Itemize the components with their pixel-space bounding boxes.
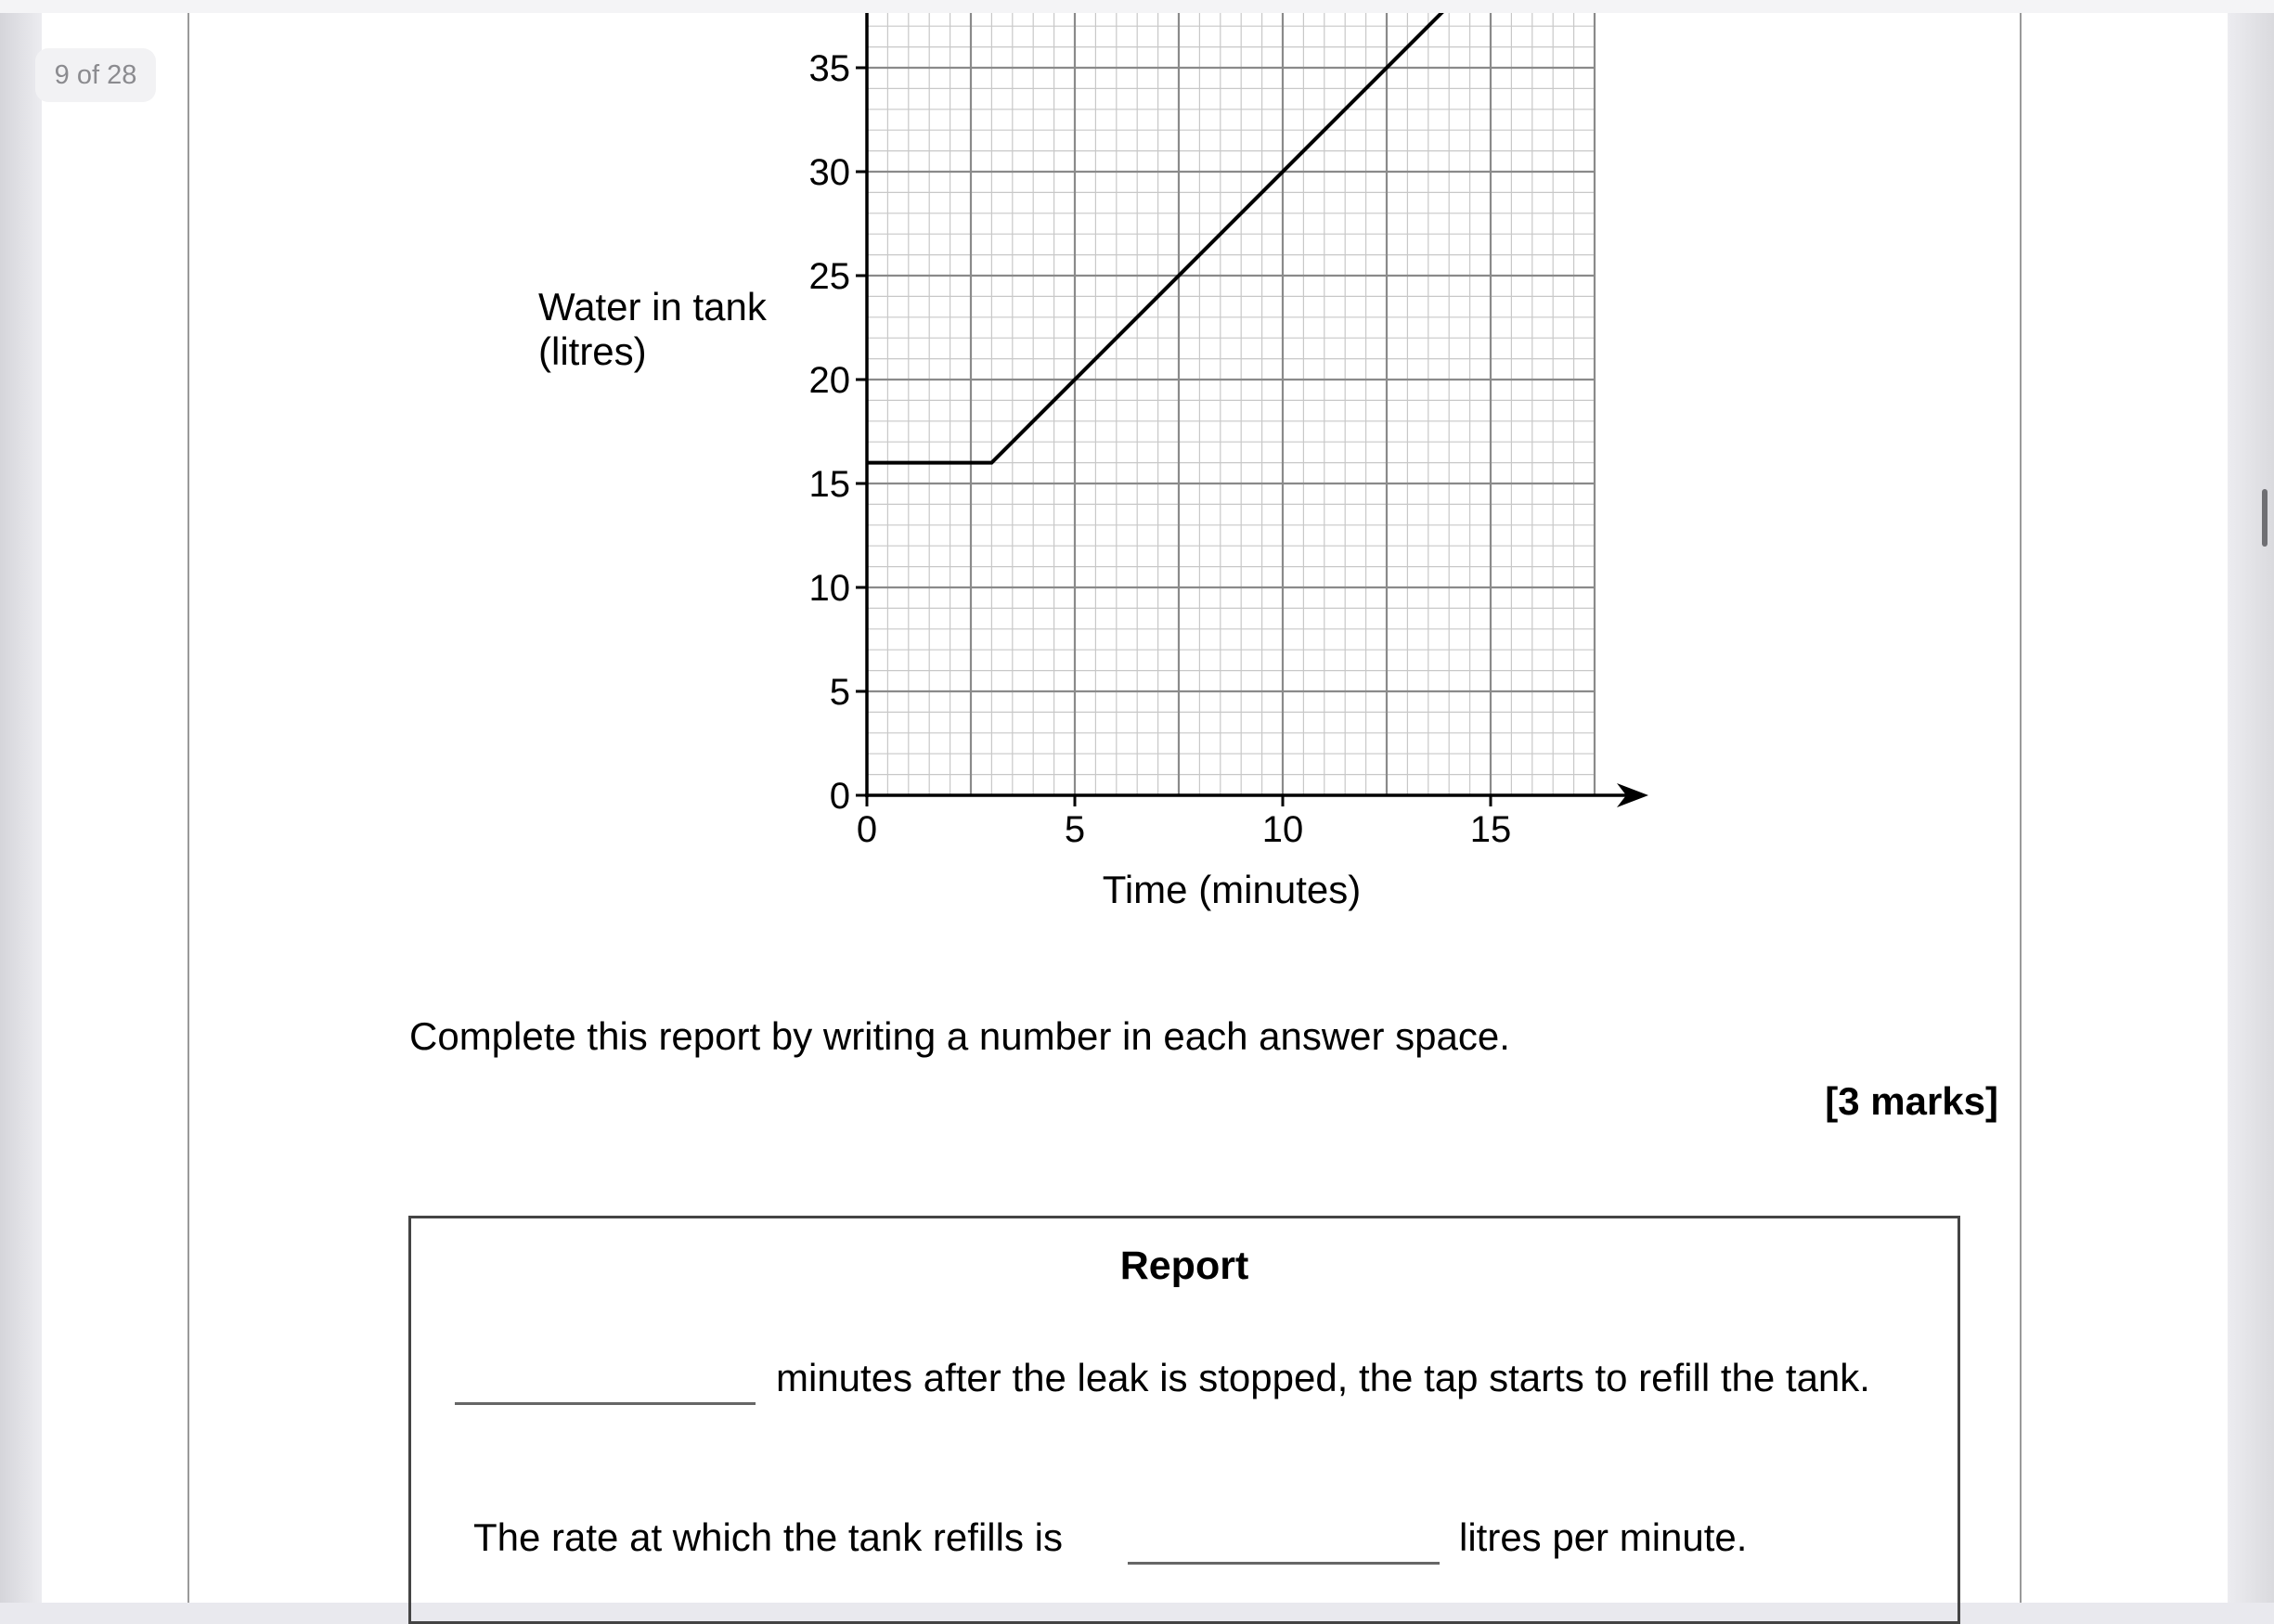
y-tick-label: 5 <box>829 672 850 713</box>
marks-label: [3 marks] <box>1825 1079 1998 1123</box>
report-title: Report <box>1119 1244 1249 1288</box>
chart-axes <box>865 13 1648 807</box>
answer-blank-minutes[interactable] <box>455 1402 756 1405</box>
report-line2-prefix: The rate at which the tank refills is <box>473 1515 1063 1559</box>
x-axis-title: Time (minutes) <box>1102 868 1362 911</box>
y-tick-label: 20 <box>808 360 850 401</box>
report-line2-suffix: litres per minute. <box>1459 1515 1748 1559</box>
report-line1-text: minutes after the leak is stopped, the tap starts to refill the tank. <box>776 1356 1870 1399</box>
y-tick-label: 25 <box>808 256 850 297</box>
question-instruction: Complete this report by writing a number in each answer space. <box>409 1014 1510 1058</box>
x-tick-label: 0 <box>856 809 878 850</box>
y-tick-label: 10 <box>808 568 850 609</box>
y-tick-label: 0 <box>829 776 850 817</box>
report-box <box>408 1216 1960 1624</box>
answer-blank-rate[interactable] <box>1128 1562 1440 1565</box>
chart-grid-minor <box>867 13 1595 795</box>
y-axis-title-line2: (litres) <box>538 329 647 373</box>
y-tick-label: 35 <box>808 48 850 89</box>
x-tick-label: 15 <box>1469 809 1512 850</box>
x-tick-label: 10 <box>1261 809 1304 850</box>
y-tick-label: 30 <box>808 152 850 193</box>
x-tick-label: 5 <box>1064 809 1086 850</box>
y-axis-title-line1: Water in tank <box>538 285 767 329</box>
chart-ticks <box>809 48 1512 850</box>
page-counter-badge: 9 of 28 <box>35 48 156 102</box>
y-tick-label: 15 <box>808 464 850 505</box>
